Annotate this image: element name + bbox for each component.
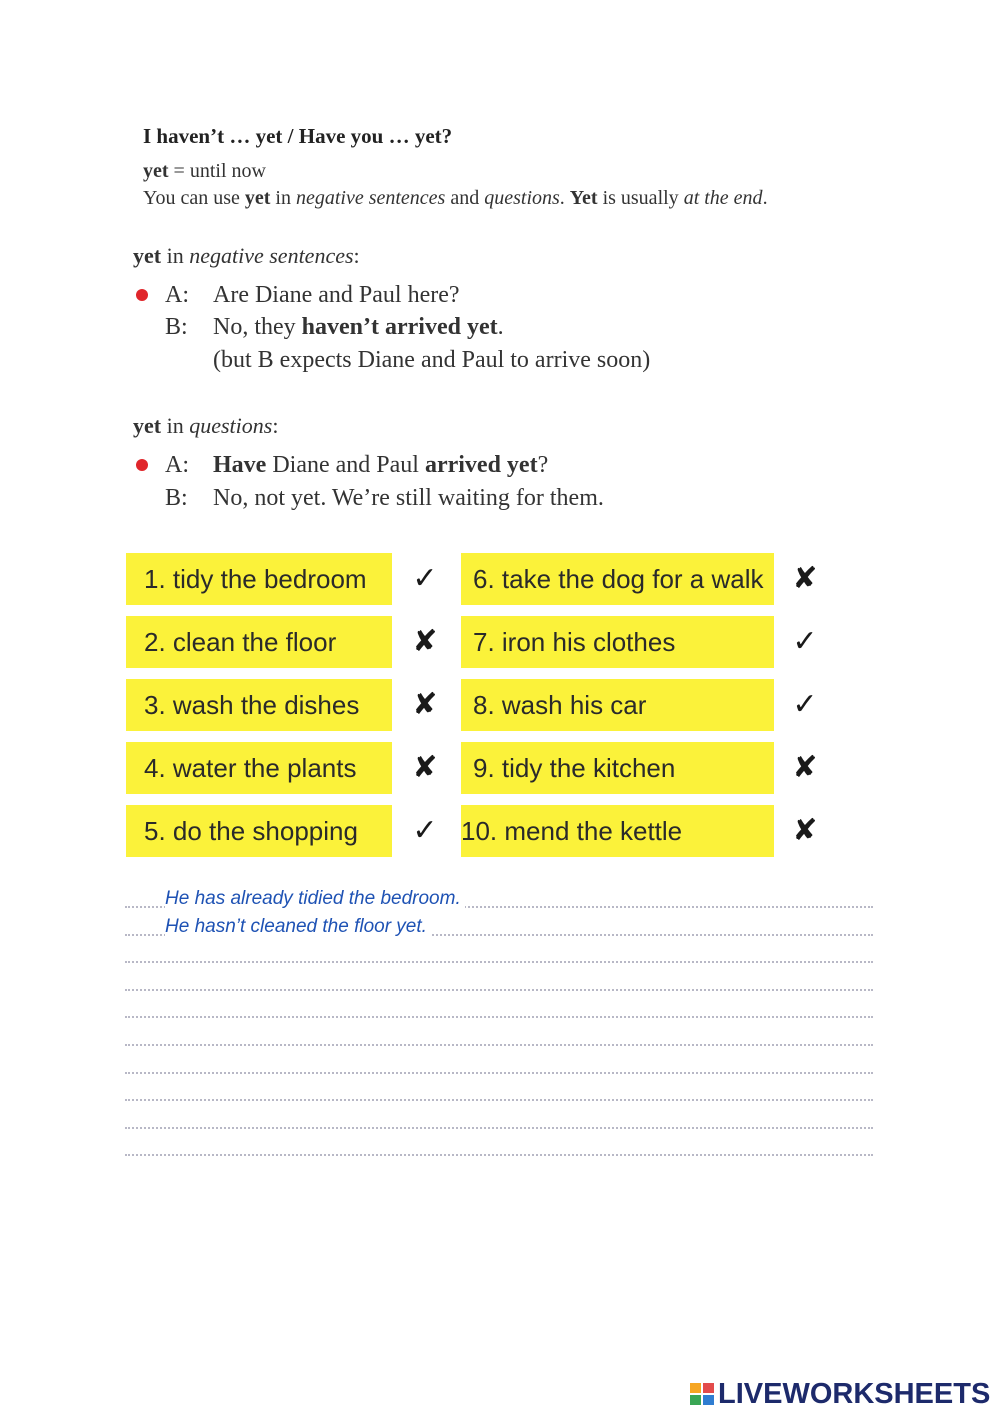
heading-colon: : <box>353 243 360 268</box>
usage-keyword: Yet <box>569 187 598 209</box>
example-line-a <box>165 282 785 312</box>
answer-line[interactable] <box>125 1016 873 1018</box>
chore-item: 8. wash his car <box>461 679 774 731</box>
chore-item: 3. wash the dishes <box>126 679 392 731</box>
chore-item: 5. do the shopping <box>126 805 392 857</box>
usage-italic: at the end <box>683 187 763 209</box>
example-note: (but B expects Diane and Paul to arrive soon) <box>213 347 651 373</box>
example-bold: haven’t arrived yet <box>301 314 498 340</box>
usage-text: and <box>445 187 485 209</box>
usage-keyword: yet <box>244 187 271 209</box>
example-text: No, not yet. We’re still waiting for them. <box>213 485 604 511</box>
example-bold: Have <box>213 452 267 478</box>
bullet-dot <box>136 459 148 471</box>
example-bold: arrived yet <box>424 452 538 478</box>
usage-text: in <box>270 187 296 209</box>
usage-italic: negative sentences <box>295 187 446 209</box>
chore-item: 7. iron his clothes <box>461 616 774 668</box>
usage-italic: questions <box>484 187 560 209</box>
answer-line[interactable] <box>125 1072 873 1074</box>
example-line-b <box>165 314 785 344</box>
cross-icon: ✘ <box>412 624 438 659</box>
questions-heading <box>133 413 278 439</box>
usage-line <box>143 187 768 210</box>
brand-name: LIVEWORKSHEETS <box>718 1378 991 1410</box>
heading-italic: questions <box>189 413 273 438</box>
example-end: . <box>497 314 504 340</box>
negative-heading <box>133 243 360 269</box>
heading-italic: negative sentences <box>189 243 354 268</box>
chore-item: 10. mend the kettle <box>461 805 774 857</box>
speaker-label: A: <box>165 282 189 308</box>
example-line-a <box>165 452 785 482</box>
definition-text: = until now <box>168 160 266 182</box>
brand-logo[interactable] <box>690 1378 990 1411</box>
answer-line[interactable] <box>125 1127 873 1129</box>
grammar-title: I haven’t … yet / Have you … yet? <box>143 124 453 148</box>
example-answer: He has already tidied the bedroom. <box>165 888 465 910</box>
definition-line <box>143 160 266 183</box>
cross-icon: ✘ <box>792 750 818 785</box>
example-plain: No, they <box>213 314 302 340</box>
check-icon: ✓ <box>412 561 438 596</box>
check-icon: ✓ <box>412 813 438 848</box>
bullet-dot <box>136 289 148 301</box>
cross-icon: ✘ <box>792 813 818 848</box>
answer-line[interactable] <box>125 961 873 963</box>
chore-item: 6. take the dog for a walk <box>461 553 774 605</box>
example-plain: Diane and Paul <box>266 452 425 478</box>
answer-line[interactable] <box>125 989 873 991</box>
chore-item: 9. tidy the kitchen <box>461 742 774 794</box>
usage-text: . <box>762 187 768 209</box>
chore-item: 2. clean the floor <box>126 616 392 668</box>
speaker-label: A: <box>165 452 189 478</box>
chore-item: 1. tidy the bedroom <box>126 553 392 605</box>
example-text <box>213 452 548 479</box>
heading-colon: : <box>272 413 279 438</box>
example-end: ? <box>537 452 549 478</box>
usage-text: is usually <box>597 187 684 209</box>
check-icon: ✓ <box>792 624 818 659</box>
cross-icon: ✘ <box>412 687 438 722</box>
example-text <box>213 314 504 341</box>
usage-text: You can use <box>143 187 245 209</box>
answer-line[interactable] <box>125 1044 873 1046</box>
heading-keyword: yet <box>133 243 162 268</box>
speaker-label: B: <box>165 314 188 340</box>
cross-icon: ✘ <box>412 750 438 785</box>
cross-icon: ✘ <box>792 561 818 596</box>
example-text: Are Diane and Paul here? <box>213 282 460 308</box>
chore-item: 4. water the plants <box>126 742 392 794</box>
heading-text: in <box>161 413 190 438</box>
example-answer: He hasn’t cleaned the floor yet. <box>165 916 431 938</box>
answer-line[interactable] <box>125 1154 873 1156</box>
heading-text: in <box>161 243 190 268</box>
example-line-b <box>165 485 785 515</box>
speaker-label: B: <box>165 485 188 511</box>
usage-text: . <box>559 187 570 209</box>
definition-word: yet <box>143 160 169 182</box>
answer-line[interactable] <box>125 1099 873 1101</box>
heading-keyword: yet <box>133 413 162 438</box>
check-icon: ✓ <box>792 687 818 722</box>
logo-icon <box>690 1383 716 1407</box>
